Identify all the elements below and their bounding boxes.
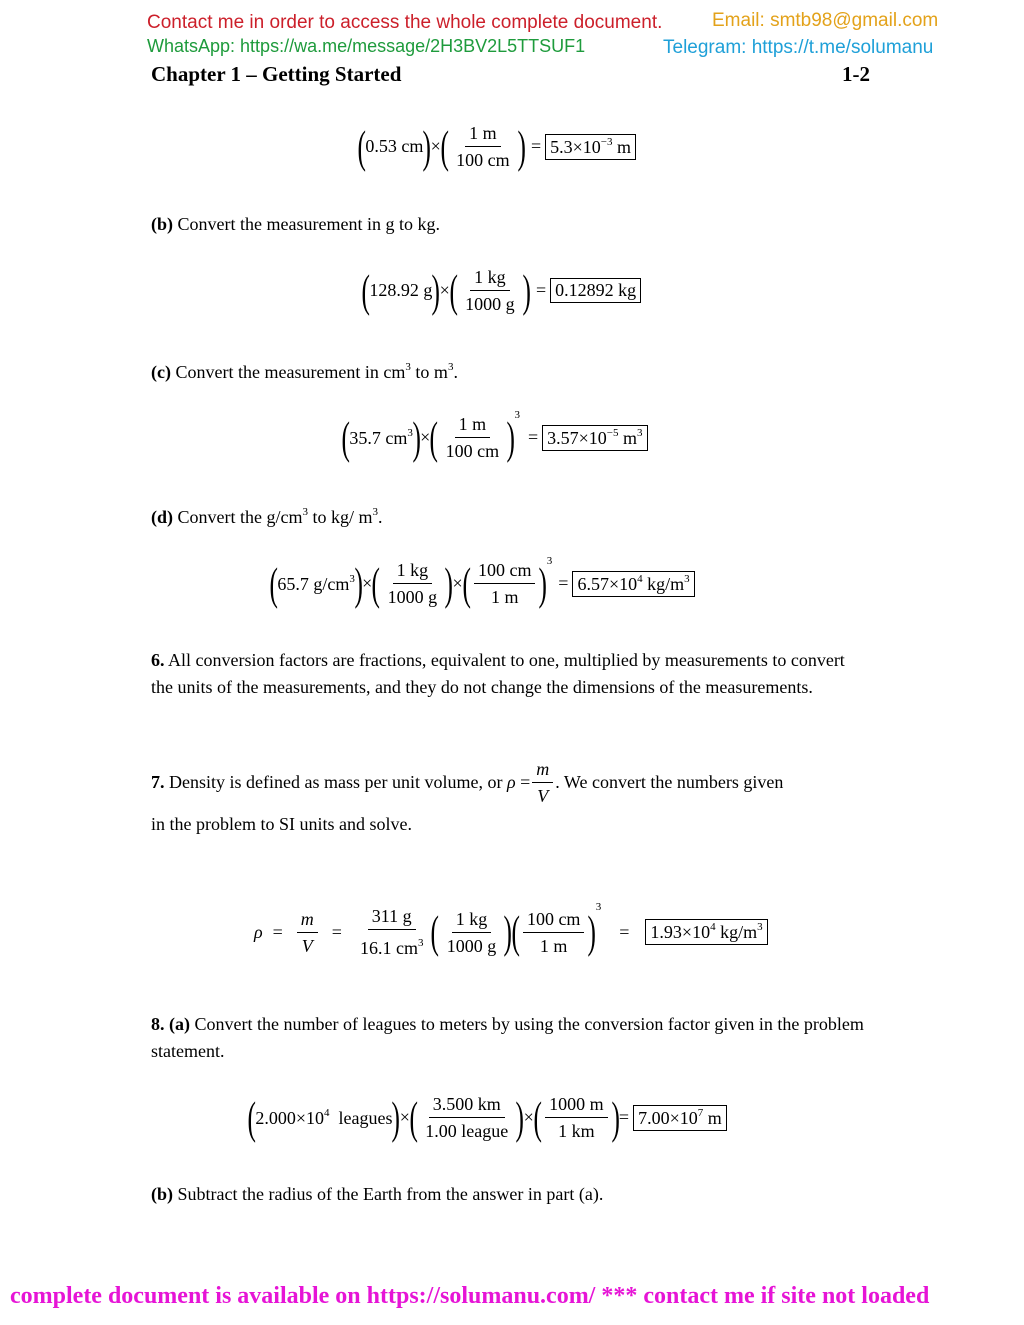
equation-c: ( 35.7 $cm^3$ ) × ( $\frac{1 m}{100 cm}$ ) 3 = $3.57\times 10^{-5}$ $m^3$ [342, 413, 648, 462]
eq-d-num2: 100 cm [474, 559, 536, 584]
eq-7-num3: 100 cm [523, 908, 585, 933]
equation-8: ( $2.000\times 10^4$ leagues ) × ( $\frac{3.500 km}{\text{1.00 league}}$ ) × ( $\frac{1000 m}{1 km}$ ) = $7.00\times 10^7$ m [248, 1093, 727, 1142]
eq-b-value: 128.92 g [369, 280, 433, 300]
eq-a-fraction [452, 122, 514, 171]
eq-8-value: $2.000\times 10^4$ leagues [255, 1106, 393, 1128]
eq-c-den: 100 cm [445, 441, 500, 461]
eq-8-num2: 1000 m [545, 1093, 608, 1118]
chapter-title: Chapter 1 – Getting Started [151, 62, 402, 86]
eq-b-den: 1000 g [465, 294, 515, 314]
eq-a-num: 1 m [465, 122, 501, 147]
equation-7: ρ = $\frac{m}{V}$ = $\frac{311 g}{16.1 cm^3}$ ( $\frac{1 kg}{1000 g}$ ) ( $\frac{100 cm}{1 m}$ ) 3 = $1.93\times 10^4$ $kg/m^3$ [254, 905, 768, 959]
eq-7-den3: 1 m [539, 935, 568, 956]
item-7-text: 7. Density is defined as mass per unit volume, or ρ = $\frac{m}{V}$ . We convert the numbers given [151, 759, 784, 806]
footer-notice[interactable]: complete document is available on https://solumanu.com/ *** contact me if site not loaded [10, 1283, 930, 1309]
eq-7-result: $1.93\times 10^4$ $kg/m^3$ [645, 919, 767, 945]
eq-a-den: 100 cm [456, 150, 510, 170]
eq-8-num1: 3.500 km [429, 1093, 505, 1118]
eq-7-den1: 16.1 $cm^3$ [359, 937, 424, 958]
paren-open: ( [357, 120, 366, 172]
item-7-line2: in the problem to SI units and solve. [151, 814, 412, 834]
eq-8-den1: 1.00 league [425, 1121, 509, 1141]
eq-c-value: 35.7 $cm^3$ [349, 426, 413, 448]
part-b-text: (b) Convert the measurement in g to kg. [151, 214, 440, 234]
eq-d-power: 3 [546, 555, 553, 567]
paren-close: ) [422, 120, 432, 172]
eq-d-value: 65.7 $g/cm^3$ [277, 572, 355, 594]
eq-7-den2: 1000 g [446, 935, 497, 956]
eq-a-result: $5.3\times 10^{-3}$ m [545, 134, 636, 160]
eq-b-result: 0.12892 kg [550, 278, 641, 303]
eq-7-num2: 1 kg [452, 908, 492, 933]
eq-c-power: 3 [514, 409, 520, 421]
email-link[interactable]: Email: smtb98@gmail.com [712, 10, 939, 31]
eq-b-num: 1 kg [470, 266, 510, 291]
contact-notice: Contact me in order to access the whole complete document. [147, 12, 663, 33]
eq-d-num1: 1 kg [393, 559, 433, 584]
eq-d-den2: 1 m [490, 587, 519, 607]
eq-d-result: $6.57\times 10^4$ $kg/m^3$ [572, 571, 694, 597]
page-number: 1-2 [842, 62, 870, 86]
equation-d: ( 65.7 $g/cm^3$ ) × ( $\frac{1 kg}{1000 g}$ ) × ( $\frac{100 cm}{1 m}$ ) 3 = $6.57\times 10^4$ $kg/m^3$ [270, 559, 695, 608]
part-8b-text: (b) Subtract the radius of the Earth from the answer in part (a). [151, 1184, 604, 1204]
eq-8-result: $7.00\times 10^7$ m [633, 1105, 727, 1131]
part-c-text: (c) Convert the measurement in $cm^3$ to $m^3$. [151, 361, 458, 382]
part-d-text: (d) Convert the $g/cm^3$ to kg/ $m^3$. [151, 506, 383, 527]
eq-c-num: 1 m [455, 413, 491, 438]
eq-a-value: 0.53 cm [365, 136, 424, 156]
item-8-text: 8. (a) Convert the number of leagues to meters by using the conversion factor given in the problem statement. [151, 1014, 864, 1061]
equation-a: ( 0.53 cm ) × ( $\frac{1 m}{100 cm}$ ) = $5.3\times 10^{-3}$ m [358, 122, 636, 171]
eq-c-result: $3.57\times 10^{-5}$ $m^3$ [542, 425, 647, 451]
eq-d-den1: 1000 g [387, 587, 438, 607]
equation-b: ( 128.92 g ) × ( $\frac{1 kg}{1000 g}$ ) = 0.12892 kg [362, 266, 641, 315]
whatsapp-link[interactable]: WhatsApp: https://wa.me/message/2H3BV2L5TTSUF1 [147, 36, 586, 56]
telegram-link[interactable]: Telegram: https://t.me/solumanu [663, 37, 934, 58]
eq-8-den2: 1 km [558, 1121, 595, 1141]
item-6-text: 6. All conversion factors are fractions, equivalent to one, multiplied by measurements to convert the units of the measurements, and they do not change the dimensions of the measurements. [151, 650, 845, 697]
eq-7-num1: 311 g [368, 905, 416, 930]
